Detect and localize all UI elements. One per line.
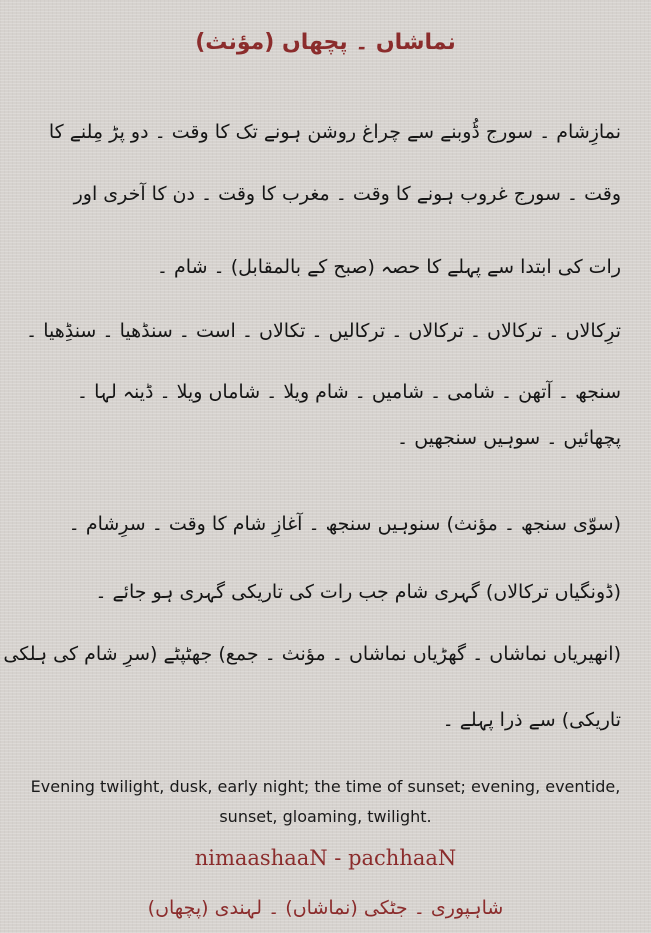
urdu-definition-line: پچھائیں ۔ سوہیں سنجھیں ۔ xyxy=(397,427,621,449)
urdu-definition-line: تاریکی) سے ذرا پہلے ۔ xyxy=(442,709,621,731)
urdu-definition-line: رات کی ابتدا سے پہلے کا حصہ (صبح کے بالمقابل) ۔ شام ۔ xyxy=(156,256,621,278)
urdu-definition-line: نمازِشام ۔ سورج ڈُوبنے سے چراغ روشن ہونے تک کا وقت ۔ دو پڑ مِلنے کا xyxy=(48,121,621,143)
entry-title: نماشاں ۔ پچھاں (مؤنث) xyxy=(195,30,456,55)
urdu-definition-line: سنجھ ۔ آتھن ۔ شامی ۔ شامیں ۔ شام ویلا ۔ شاماں ویلا ۔ ڈینہ لہا ۔ xyxy=(76,381,621,403)
urdu-definition-line: (ڈونگیاں ترکالاں) گہری شام جب رات کی تاریکی گہری ہو جائے ۔ xyxy=(95,581,621,603)
urdu-definition-line: (سوّی سنجھ ۔ مؤنث) سنوہیں سنجھ ۔ آغازِ شام کا وقت ۔ سرِشام ۔ xyxy=(68,513,621,535)
urdu-definition-line: وقت ۔ سورج غروب ہونے کا وقت ۔ مغرب کا وقت ۔ دن کا آخری اور xyxy=(73,183,621,205)
transliteration: nimaashaaN - pachhaaN xyxy=(194,846,457,870)
urdu-definition-line: (انھیریاں نماشاں ۔ گھڑیاں نماشاں ۔ مؤنث ۔ جمع) جھٹپٹے (سرِ شام کی ہلکی xyxy=(3,643,621,665)
dialect-variants: شاہپوری ۔ جٹکی (نماشاں) ۔ لہندی (پچھاں) xyxy=(147,897,504,919)
urdu-definition-line: ترِکالاں ۔ ترکالاں ۔ ترکالاں ۔ ترکالیں ۔ تکالاں ۔ است ۔ سنڈھیا ۔ سنڈِھیا ۔ xyxy=(26,320,621,342)
english-definition: Evening twilight, dusk, early night; the time of sunset; evening, eventide, sunset, gloaming, twilight. xyxy=(30,777,621,826)
